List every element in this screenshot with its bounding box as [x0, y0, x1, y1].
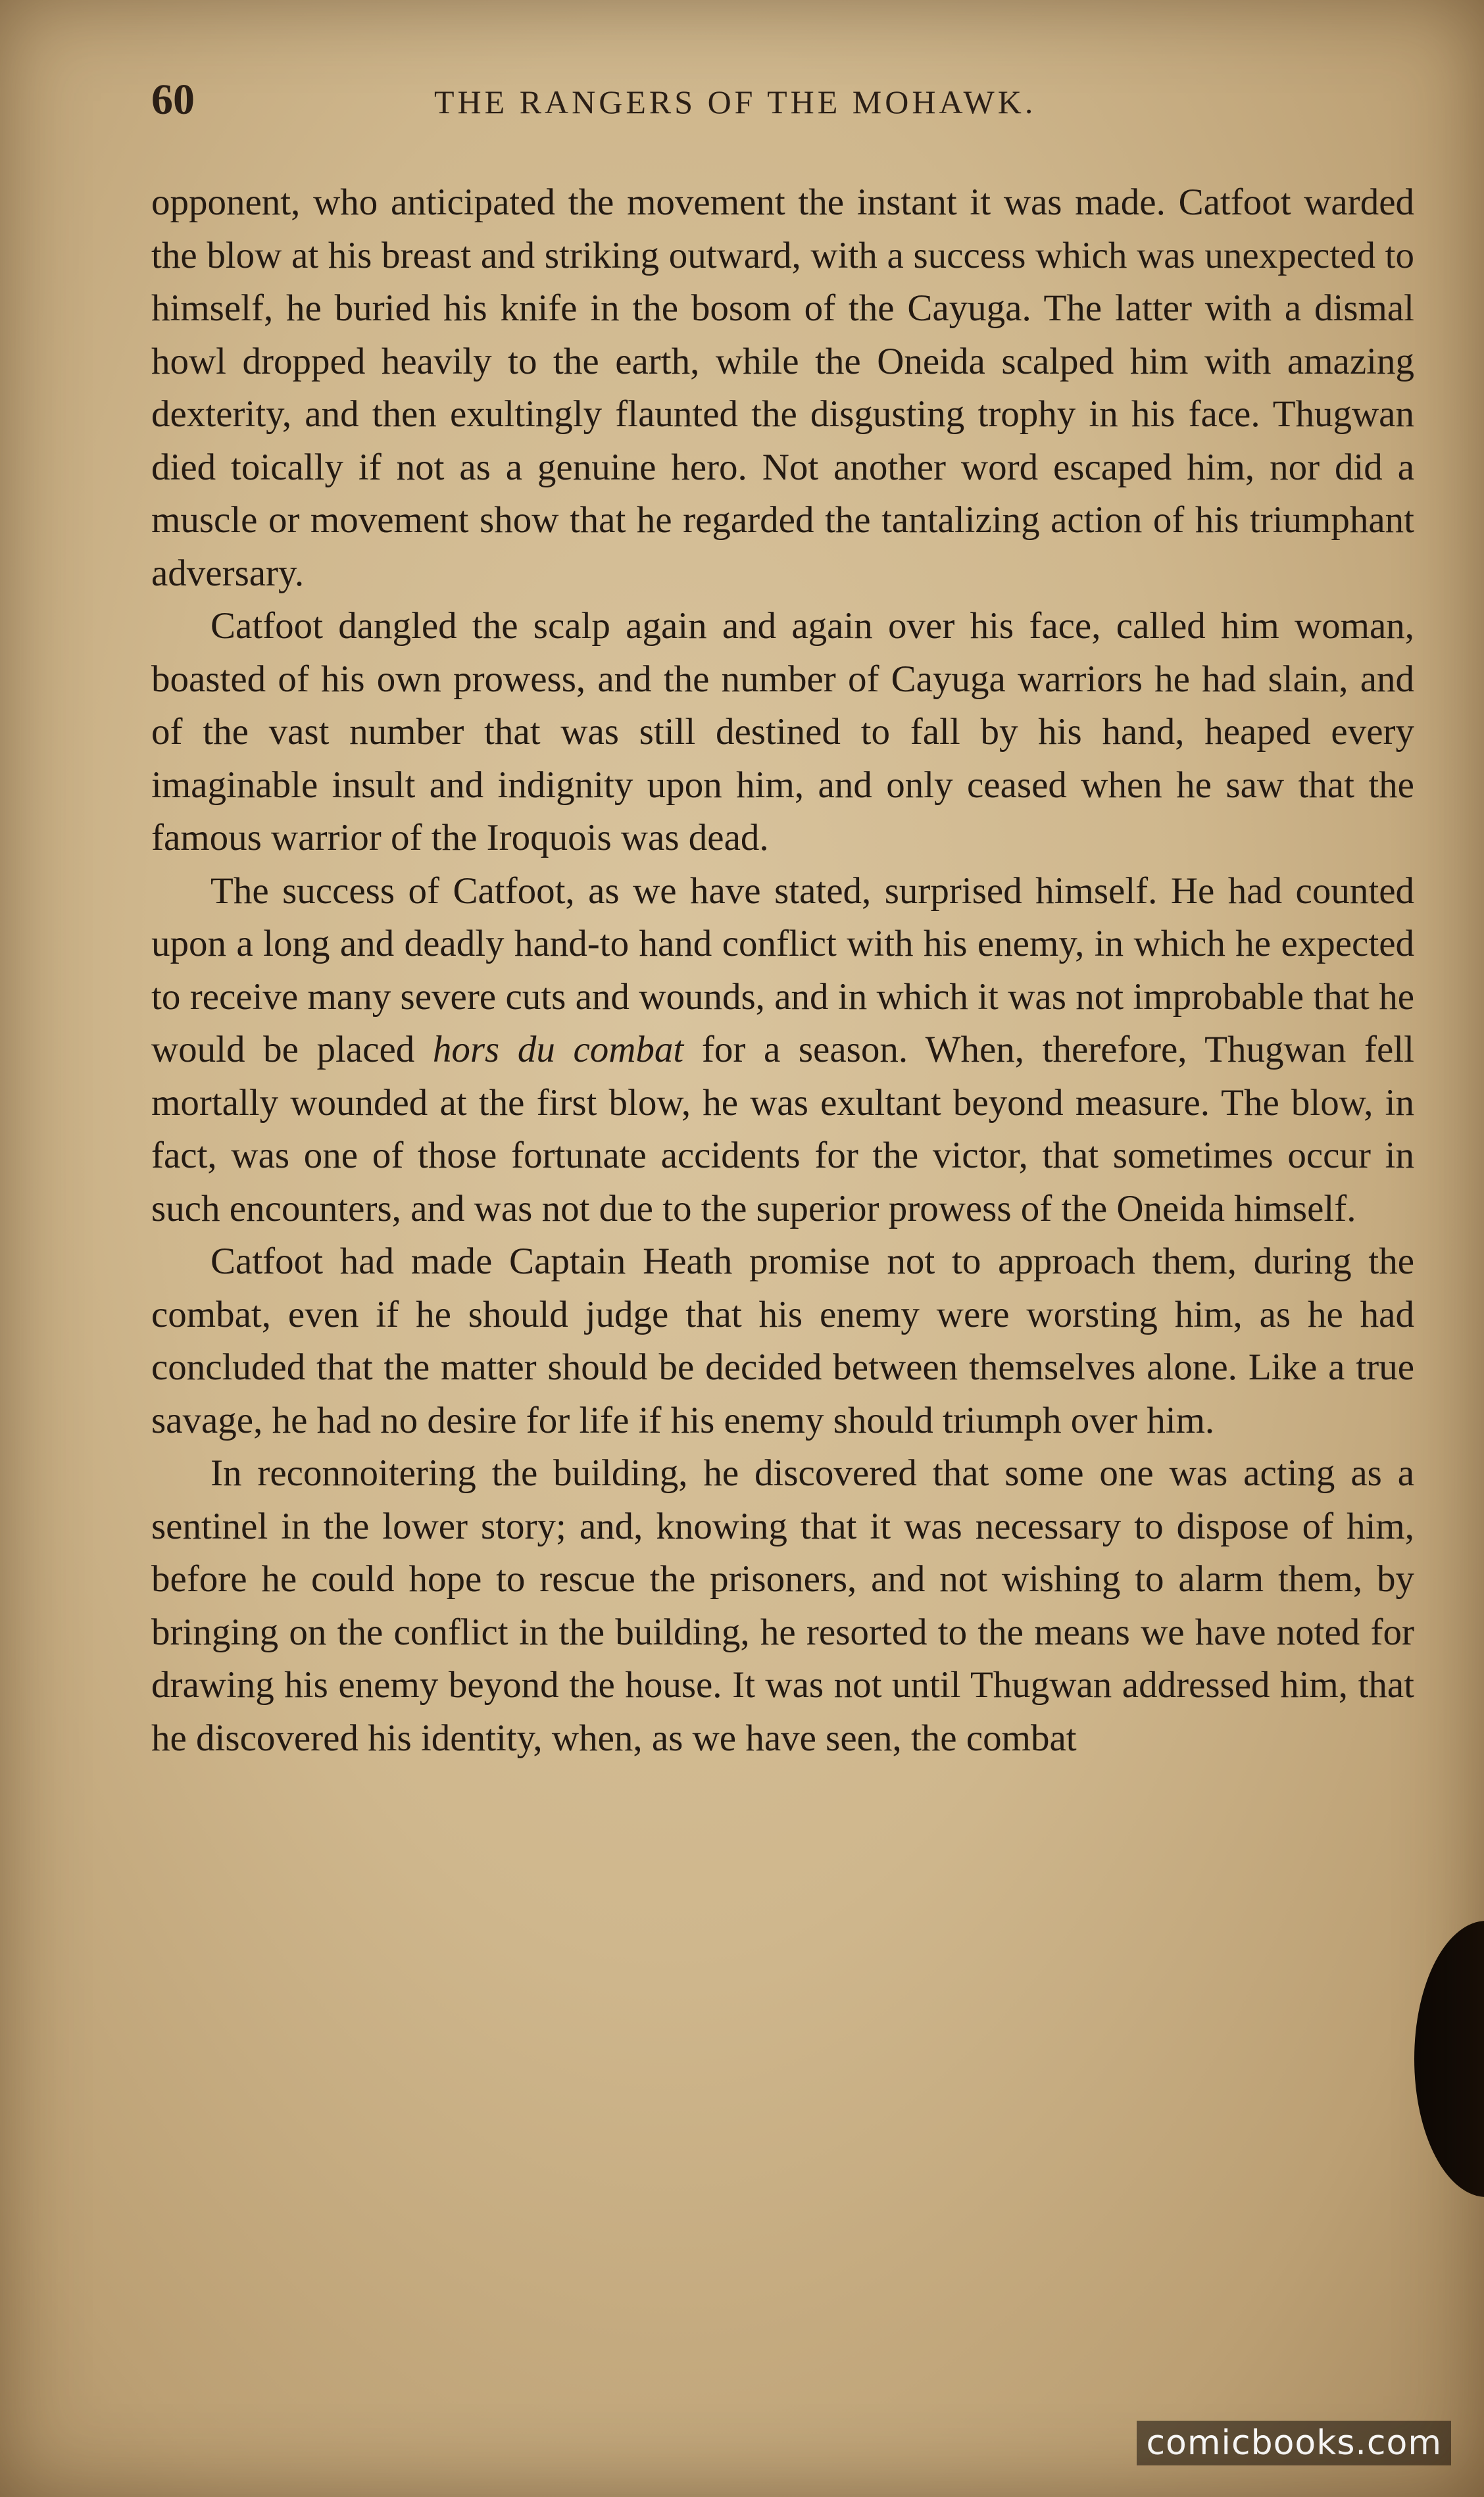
- paragraph-3-text-after: for a season. When, therefore, Thugwan fell mortally wounded at the first blow, he was exultant beyond measure. The blow, in fact, was one of those fortunate accidents for the victor, that sometimes occur in such encounters, and was not due to the superior prowess of the Oneida himself.: [151, 1029, 1414, 1229]
- paragraph-4: [151, 1235, 1414, 1447]
- paragraph-2-text: Catfoot dangled the scalp again and again over his face, called him woman, boasted of his own prowess, and the number of Cayuga warriors he had slain, and of the vast number that was still destined to fall by his hand, heaped every imaginable insult and indignity upon him, and only ceased when he saw that the famous warrior of the Iroquois was dead.: [151, 605, 1414, 858]
- paragraph-1-text: opponent, who anticipated the movement the instant it was made. Catfoot warded the blow at his breast and striking outward, with a success which was unexpected to himself, he buried his knife in the bosom of the Cayuga. The latter with a dismal howl dropped heavily to the earth, while the Oneida scalped him with amazing dexterity, and then exultingly flaunted the disgusting trophy in his face. Thugwan died toically if not as a genuine hero. Not another word escaped him, nor did a muscle or movement show that he regarded the tantalizing action of his triumphant adversary.: [151, 182, 1414, 594]
- paragraph-4-text: Catfoot had made Captain Heath promise not to approach them, during the combat, even if he should judge that his enemy were worsting him, as he had concluded that the matter should be decided between themselves alone. Like a true savage, he had no desire for life if his enemy should triumph over him.: [151, 1241, 1414, 1441]
- paragraph-3: [151, 865, 1414, 1236]
- paragraph-1: [151, 176, 1414, 600]
- page-number: 60: [151, 76, 195, 124]
- running-head: THE RANGERS OF THE MOHAWK.: [434, 84, 1037, 120]
- paragraph-3-text-before: The success of Catfoot, as we have stated, surprised himself. He had counted upon a long and deadly hand-to hand conflict with his enemy, in which he expected to receive many severe cuts and wounds, and in which it was not improbable that he would be placed: [151, 870, 1414, 1070]
- page-header: [151, 74, 1414, 133]
- paragraph-5: [151, 1447, 1414, 1765]
- body-text: [151, 176, 1414, 1765]
- paragraph-3-italic-phrase: hors du combat: [432, 1029, 684, 1070]
- paragraph-2: [151, 600, 1414, 865]
- paragraph-5-text: In reconnoitering the building, he discovered that some one was acting as a sentinel in the lower story; and, knowing that it was necessary to dispose of him, before he could hope to rescue the prisoners, and not wishing to alarm them, by bringing on the conflict in the building, he resorted to the means we have noted for drawing his enemy beyond the house. It was not until Thugwan addressed him, that he discovered his identity, when, as we have seen, the combat: [151, 1452, 1414, 1759]
- watermark: comicbooks.com: [1137, 2421, 1451, 2465]
- ink-blot-stain: [1414, 1921, 1484, 2197]
